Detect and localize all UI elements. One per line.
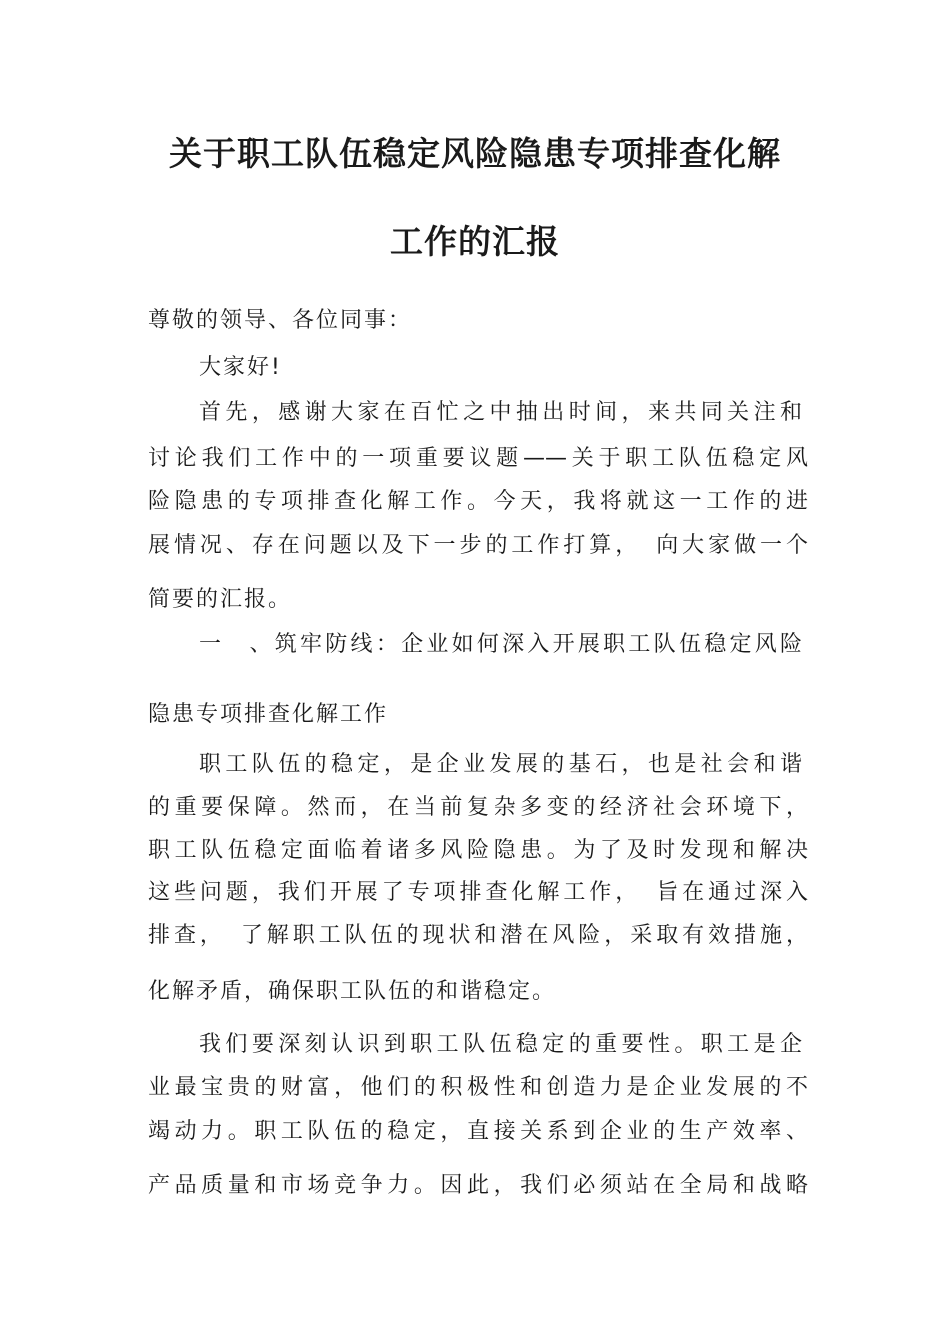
greeting: 大家好! (199, 355, 282, 380)
paragraph-2-line: 排查， 了解职工队伍的现状和潜在风险，采取有效措施， (148, 923, 808, 948)
paragraph-2-line: 的重要保障。然而，在当前复杂多变的经济社会环境下， (148, 795, 808, 820)
document-title-line-2: 工作的汇报 (390, 222, 560, 261)
paragraph-1-line: 险隐患的专项排查化解工作。今天，我将就这一工作的进 (148, 489, 808, 514)
paragraph-1-line: 展情况、存在问题以及下一步的工作打算， 向大家做一个 (148, 533, 808, 558)
paragraph-2-line: 这些问题，我们开展了专项排查化解工作， 旨在通过深入 (148, 880, 808, 905)
document-title-line-1: 关于职工队伍稳定风险隐患专项排查化解 (169, 134, 781, 173)
paragraph-2-line: 职工队伍的稳定，是企业发展的基石，也是社会和谐 (199, 752, 802, 777)
section-heading-line: 一 、筑牢防线：企业如何深入开展职工队伍稳定风险 (199, 632, 802, 657)
salutation: 尊敬的领导、各位同事： (148, 308, 413, 333)
section-heading-line: 隐患专项排查化解工作 (148, 702, 389, 727)
paragraph-2-line: 职工队伍稳定面临着诸多风险隐患。为了及时发现和解决 (148, 838, 808, 863)
paragraph-3-line: 产品质量和市场竞争力。因此，我们必须站在全局和战略 (148, 1173, 808, 1198)
paragraph-1-line: 首先，感谢大家在百忙之中抽出时间，来共同关注和 (199, 400, 802, 425)
paragraph-2-line: 化解矛盾，确保职工队伍的和谐稳定。 (148, 979, 557, 1004)
paragraph-1-line: 简要的汇报。 (148, 587, 293, 612)
paragraph-3-line: 业最宝贵的财富，他们的积极性和创造力是企业发展的不 (148, 1075, 808, 1100)
paragraph-3-line: 我们要深刻认识到职工队伍稳定的重要性。职工是企 (199, 1032, 802, 1057)
paragraph-1-line: 讨论我们工作中的一项重要议题——关于职工队伍稳定风 (148, 446, 808, 471)
paragraph-3-line: 竭动力。职工队伍的稳定，直接关系到企业的生产效率、 (148, 1119, 808, 1144)
